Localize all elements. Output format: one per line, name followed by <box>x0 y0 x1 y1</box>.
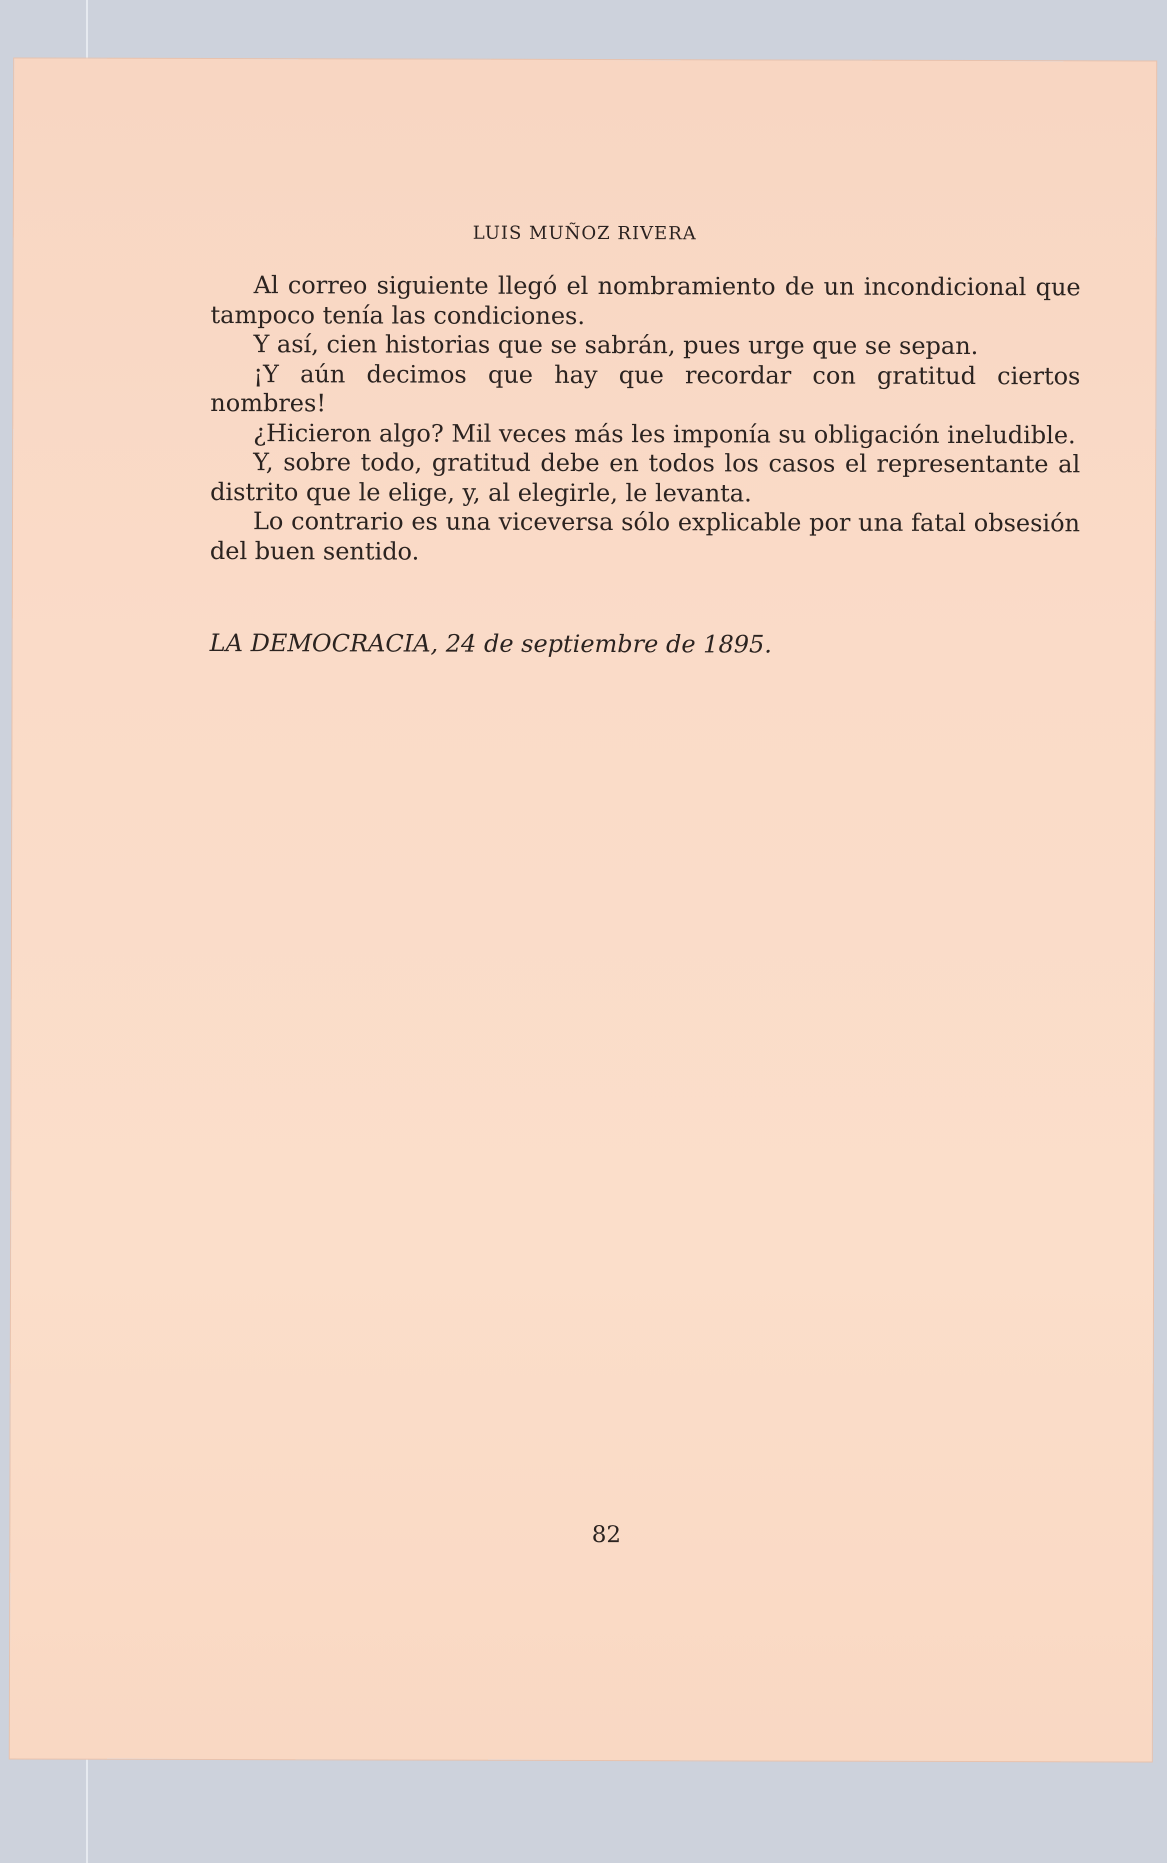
body-text <box>210 271 1081 568</box>
paragraph: ¿Hicieron algo? Mil veces más les imponía su obligación ineludible. <box>253 418 1076 449</box>
page-number <box>10 1521 1152 1550</box>
paragraph: Lo contrario es una viceversa sólo explicable por una fatal obsesión del buen sentido. <box>209 507 1081 566</box>
paragraph: ¡Y aún decimos que hay que recordar con gratitud ciertos nombres! <box>210 359 1081 418</box>
paragraph: Y, sobre todo, gratitud debe en todos los casos el representante al distrito que le elige, y, al elegirle, le levanta. <box>210 448 1081 507</box>
paragraph: Y así, cien historias que se sabrán, pues urge que se sepan. <box>253 330 979 361</box>
paragraph: Al correo siguiente llegó el nombramiento de un incondicional que tampoco tenía las condiciones. <box>210 271 1081 330</box>
running-header: LUIS MUÑOZ RIVERA <box>472 222 697 245</box>
page-number-label: 82 <box>591 1522 622 1549</box>
source-signature: LA DEMOCRACIA, 24 de septiembre de 1895. <box>209 629 772 659</box>
book-page <box>10 59 1156 1762</box>
